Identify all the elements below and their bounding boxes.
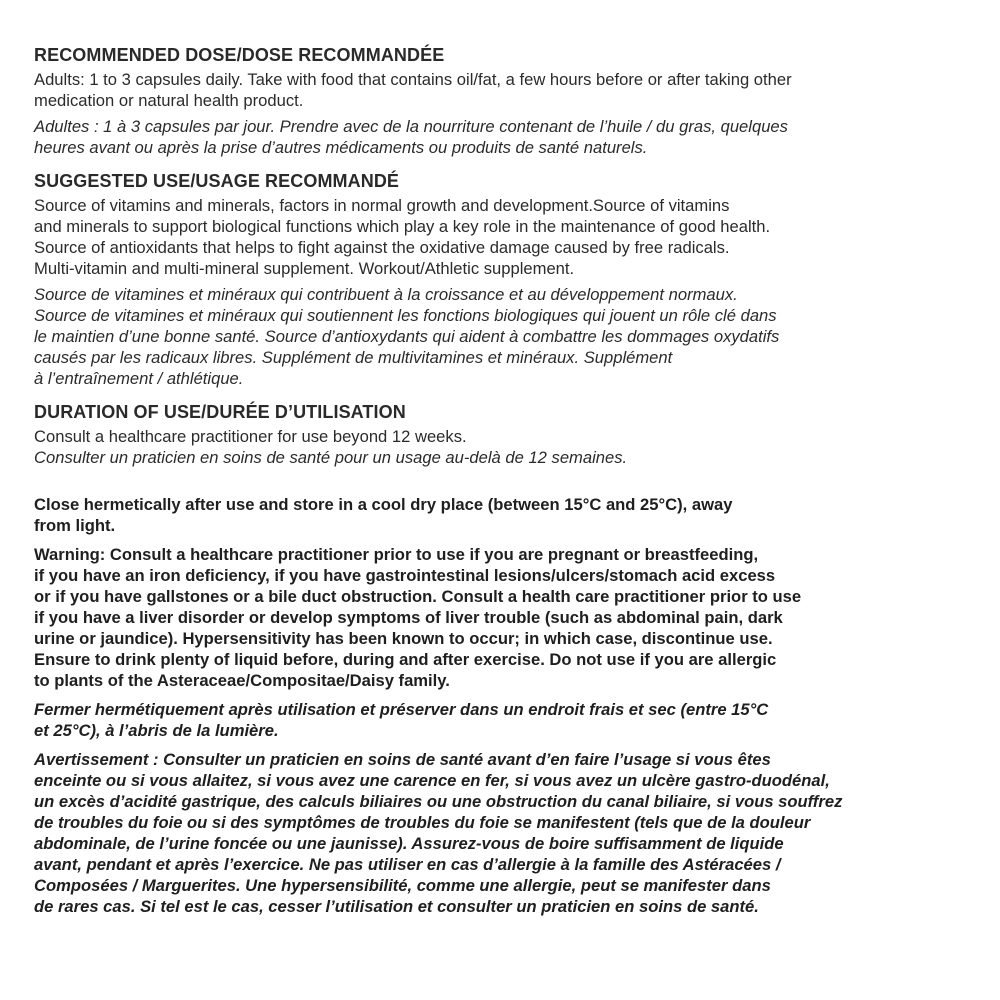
warning-french: Avertissement : Consulter un praticien en soins de santé avant d’en faire l’usage si vous êtes enceinte ou si vous allaitez, si vous avez une carence en fer, si vous avez un ulcère gastro-duodénal, un excès d’acidité gastrique, des calculs biliaires ou une obstruction du canal biliaire, si vous souffrez de troubles du foie ou si des symptômes de troubles du foie se manifestent (tels que de la douleur abdominale, de l’urine foncée ou une jaunisse). Assurez-vous de boire suffisamment de liquide avant, pendant et après l’exercice. Ne pas utiliser en cas d’allergie à la famille des Astéracées / Composées / Marguerites. Une hypersensibilité, comme une allergie, peut se manifester dans de rares cas. Si tel est le cas, cesser l’utilisation et consulter un praticien en soins de santé. bbox=[34, 750, 843, 916]
suggested-use-section bbox=[34, 170, 982, 389]
recommended-dose-english: Adults: 1 to 3 capsules daily. Take with food that contains oil/fat, a few hours before or after taking other medication or natural health product. bbox=[34, 70, 792, 110]
duration-french: Consulter un praticien en soins de santé pour un usage au-delà de 12 semaines. bbox=[34, 448, 628, 467]
duration-section bbox=[34, 401, 982, 468]
suggested-use-french: Source de vitamines et minéraux qui contribuent à la croissance et au développement normaux. Source de vitamines et minéraux qui soutiennent les fonctions biologiques qui jouent un rôle clé dans le maintien d’une bonne santé. Source d’antioxydants qui aident à combattre les dommages oxydatifs causés par les radicaux libres. Supplément de multivitamines et minéraux. Supplément à l’entraînement / athlétique. bbox=[34, 285, 780, 388]
recommended-dose-french: Adultes : 1 à 3 capsules par jour. Prendre avec de la nourriture contenant de l’huile / du gras, quelques heures avant ou après la prise d’autres médicaments ou produits de santé naturels. bbox=[34, 117, 788, 157]
duration-english: Consult a healthcare practitioner for use beyond 12 weeks. bbox=[34, 427, 467, 446]
warning-english: Warning: Consult a healthcare practitioner prior to use if you are pregnant or breastfeeding, if you have an iron deficiency, if you have gastrointestinal lesions/ulcers/stomach acid excess or if you have gallstones or a bile duct obstruction. Consult a health care practitioner prior to use if you have a liver disorder or develop symptoms of liver trouble (such as abdominal pain, dark urine or jaundice). Hypersensitivity has been known to occur; in which case, discontinue use. Ensure to drink plenty of liquid before, during and after exercise. Do not use if you are allergic to plants of the Asteraceae/Compositae/Daisy family. bbox=[34, 545, 802, 690]
recommended-dose-heading: RECOMMENDED DOSE/DOSE RECOMMANDÉE bbox=[34, 45, 445, 65]
suggested-use-english: Source of vitamins and minerals, factors in normal growth and development.Source of vitamins and minerals to support biological functions which play a key role in the maintenance of good health. Source of antioxidants that helps to fight against the oxidative damage caused by free radicals. Multi-vitamin and multi-mineral supplement. Workout/Athletic supplement. bbox=[34, 196, 771, 278]
storage-french: Fermer hermétiquement après utilisation et préserver dans un endroit frais et sec (entre 15°C et 25°C), à l’abris de la lumière. bbox=[34, 700, 769, 740]
suggested-use-heading: SUGGESTED USE/USAGE RECOMMANDÉ bbox=[34, 171, 400, 191]
duration-heading: DURATION OF USE/DURÉE D’UTILISATION bbox=[34, 402, 406, 422]
storage-english: Close hermetically after use and store in a cool dry place (between 15°C and 25°C), away from light. bbox=[34, 495, 733, 535]
recommended-dose-section bbox=[34, 44, 982, 158]
